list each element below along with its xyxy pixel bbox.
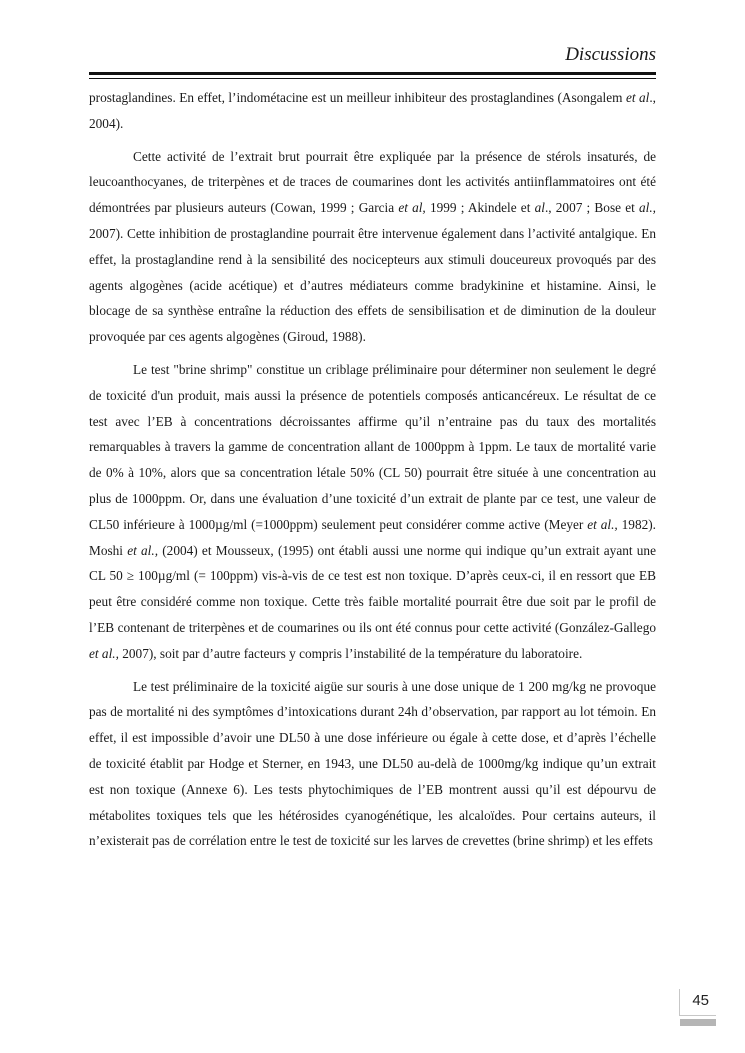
citation-italic: al bbox=[534, 200, 545, 216]
citation-italic: et al., bbox=[89, 645, 119, 661]
text-run: 2007). Cette inhibition de prostaglandine pourrait être intervenue également dans l’activité antalgique. En effet, la prostaglandine rend à la sensibilité des nocicepteurs aux stimuli douceureux provoqués par des agents algogènes (acide acétique) et d’autres médiateurs comme bradykinine et histamine. Ainsi, le blocage de sa synthèse entraîne la réduction des effets de sensibilisation et de diminution de la douleur provoquée par ces agents algogènes (Giroud, 1988). bbox=[89, 225, 656, 345]
header-rule-thin bbox=[89, 78, 656, 79]
text-run: ., 2004). bbox=[89, 90, 656, 131]
citation-italic: et al., bbox=[127, 542, 159, 558]
header-rule-thick bbox=[89, 72, 656, 75]
running-header-title: Discussions bbox=[565, 44, 656, 65]
text-run: prostaglandines. En effet, l’indométacine est un meilleur inhibiteur des prostaglandines (Asongalem bbox=[89, 90, 626, 105]
text-run: (2004) et Mousseux, (1995) ont établi aussi une norme qui indique qu’un extrait ayant une CL 50 ≥ 100µg/ml (= 100ppm) vis-à-vis de ce test est non toxique. D’après ceux-ci, il en ressort que EB peut être considéré comme non toxique. Cette très faible mortalité pourrait être due soit par le profil de l’EB contenant de triterpènes et de coumarines ou ils ont été connus pour cette activité (González-Gallego bbox=[89, 542, 656, 635]
page-number: 45 bbox=[692, 992, 709, 1009]
text-run: 1999 ; Akindele et bbox=[425, 200, 535, 216]
paragraph-4 bbox=[89, 674, 656, 855]
paragraph-1 bbox=[89, 85, 656, 137]
paragraph-2 bbox=[89, 144, 656, 350]
page-number-bar bbox=[680, 1019, 716, 1026]
text-run: Le test préliminaire de la toxicité aigüe sur souris à une dose unique de 1 200 mg/kg ne provoque pas de mortalité ni des symptômes d’intoxications durant 24h d’observation, par rapport au lot témoin. En effet, il est impossible d’avoir une DL50 à une dose inférieure ou égale à cette dose, et d’après l’échelle de toxicité établit par Hodge et Sterner, en 1943, une DL50 au-delà de 1000mg/kg indique qu’un extrait est non toxique (Annexe 6). Les tests phytochimiques de l’EB montrent aussi qu’il est dépourvu de métabolites toxiques tels que les hétérosides cyanogénétique, les alcaloïdes. Pour certains auteurs, il n’existerait pas de corrélation entre le test de toxicité sur les larves de crevettes (brine shrimp) et les effets bbox=[89, 678, 656, 849]
body-text bbox=[89, 85, 656, 861]
citation-italic: et al., bbox=[587, 516, 618, 532]
text-run: 1982). Moshi bbox=[89, 516, 657, 558]
text-run: Le test "brine shrimp" constitue un criblage préliminaire pour déterminer non seulement le degré de toxicité d'un produit, mais aussi la présence de potentiels composés anticancéreux. Le résultat de ce test avec l’EB à concentrations décroissantes affirme qu’il n’entraine pas du taux des mortalités remarquables à travers la gamme de concentration allant de 1000ppm à 1ppm. Le taux de mortalité varie de 0% à 10%, alors que sa concentration létale 50% (CL 50) pourrait être située à une concentration au plus de 1000ppm. Or, dans une évaluation d’une toxicité d’un extrait de plante par ce test, une valeur de CL50 inférieure à 1000µg/ml (=1000ppm) seulement peut considérer comme active (Meyer bbox=[89, 361, 656, 532]
text-run: 2007), soit par d’autre facteurs y compris l’instabilité de la température du laboratoire. bbox=[118, 645, 583, 661]
text-run: Cette activité de l’extrait brut pourrait être expliquée par la présence de stérols insaturés, de leucoanthocyanes, de triterpènes et de traces de coumarines dont les activités antiinflammatoires ont été démontrées par plusieurs auteurs (Cowan, 1999 ; Garcia bbox=[89, 148, 656, 216]
citation-italic: al., bbox=[639, 200, 656, 216]
text-run: ., 2007 ; Bose et bbox=[544, 200, 639, 216]
citation-italic: et al, bbox=[398, 200, 426, 216]
page-number-box bbox=[679, 989, 716, 1016]
paragraph-3 bbox=[89, 357, 656, 667]
citation-italic: et al bbox=[625, 90, 650, 105]
